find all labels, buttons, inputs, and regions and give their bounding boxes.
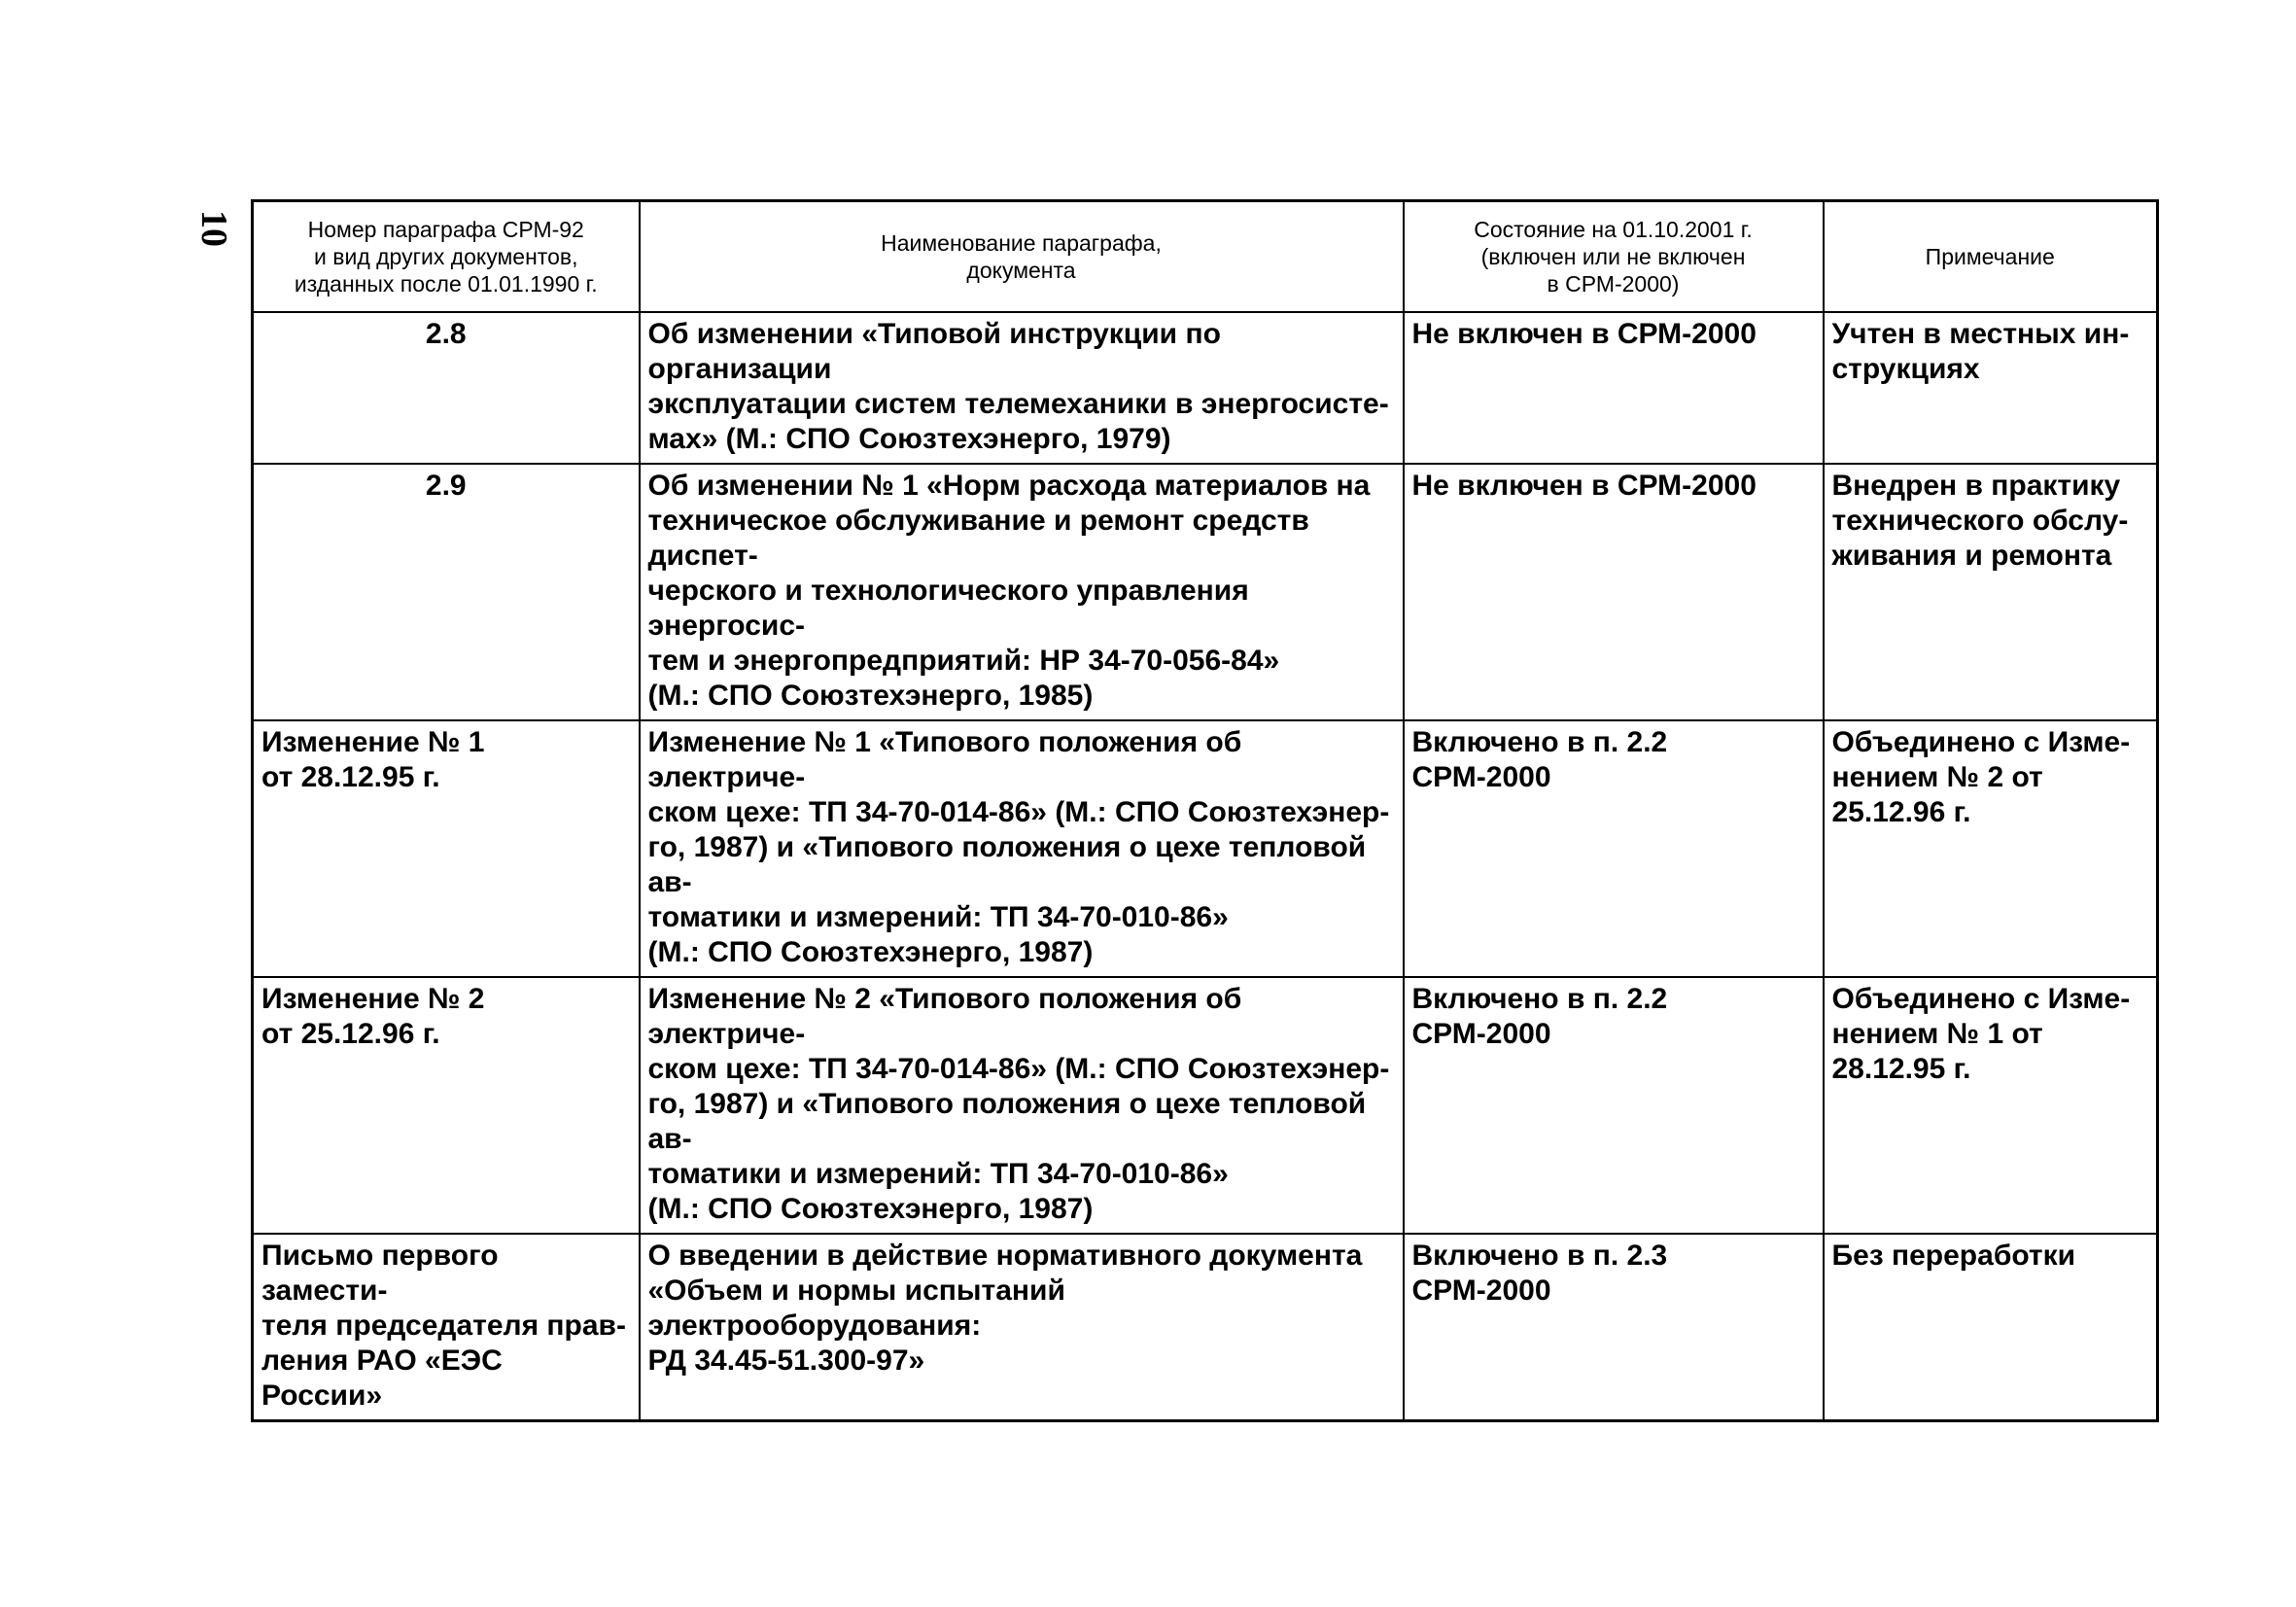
header-line: Состояние на 01.10.2001 г. xyxy=(1474,217,1753,242)
cell-line: томатики и измерений: ТП 34-70-010-86» xyxy=(647,901,1229,933)
cell-line: Письмо первого замести- xyxy=(261,1240,499,1307)
header-line: Наименование параграфа, xyxy=(881,230,1162,256)
cell-paragraph-name xyxy=(640,977,1404,1234)
header-status xyxy=(1404,201,1824,313)
cell-line: Изменение № 2 xyxy=(261,983,485,1015)
document-table xyxy=(251,199,2159,1422)
cell-line: Объединено с Изме- xyxy=(1831,726,2131,758)
cell-line: (М.: СПО Союзтехэнерго, 1987) xyxy=(647,936,1094,968)
cell-line: от 28.12.95 г. xyxy=(261,761,440,793)
cell-line: Включено в п. 2.2 СРМ-2000 xyxy=(1411,726,1668,793)
cell-line: Не включен в СРМ-2000 xyxy=(1411,470,1757,502)
table-body xyxy=(253,312,2158,1421)
table-row xyxy=(253,720,2158,977)
cell-line: тем и энергопредприятий: НР 34-70-056-84» xyxy=(647,645,1280,677)
header-line: изданных после 01.01.1990 г. xyxy=(294,271,598,297)
header-paragraph-name xyxy=(640,201,1404,313)
cell-line: техническое обслуживание и ремонт средств диспет- xyxy=(647,505,1309,572)
cell-line: Объединено с Изме- xyxy=(1831,983,2131,1015)
cell-status xyxy=(1404,720,1824,977)
cell-note xyxy=(1824,720,2158,977)
table-row xyxy=(253,464,2158,720)
cell-line: эксплуатации систем телемеханики в энергосисте- xyxy=(647,388,1389,420)
page-number: 10 xyxy=(193,210,234,247)
header-note xyxy=(1824,201,2158,313)
header-line: документа xyxy=(966,258,1076,283)
header-line: в СРМ-2000) xyxy=(1547,271,1680,297)
cell-line: 25.12.96 г. xyxy=(1831,796,1971,828)
table-header-row xyxy=(253,201,2158,313)
cell-paragraph-name xyxy=(640,464,1404,720)
cell-line: Без переработки xyxy=(1831,1240,2076,1272)
cell-line: Об изменении № 1 «Норм расхода материалов на xyxy=(647,470,1371,502)
cell-note xyxy=(1824,464,2158,720)
cell-paragraph-number xyxy=(253,312,640,464)
cell-line: томатики и измерений: ТП 34-70-010-86» xyxy=(647,1158,1229,1190)
cell-line: живания и ремонта xyxy=(1831,540,2112,572)
cell-line: Изменение № 1 «Типового положения об электриче- xyxy=(647,726,1242,793)
header-paragraph-number xyxy=(253,201,640,313)
cell-line: Не включен в СРМ-2000 xyxy=(1411,318,1757,350)
cell-note xyxy=(1824,1234,2158,1421)
cell-line: Изменение № 2 «Типового положения об электриче- xyxy=(647,983,1242,1050)
cell-paragraph-number xyxy=(253,977,640,1234)
cell-line: О введении в действие нормативного документа xyxy=(647,1240,1363,1272)
cell-line: Внедрен в практику xyxy=(1831,470,2121,502)
cell-line: технического обслу- xyxy=(1831,505,2129,537)
cell-line: «Объем и нормы испытаний электрооборудования: xyxy=(647,1275,1065,1342)
cell-paragraph-number xyxy=(253,1234,640,1421)
cell-line: ском цехе: ТП 34-70-014-86» (М.: СПО Союзтехэнер- xyxy=(647,1053,1390,1085)
cell-line: Изменение № 1 xyxy=(261,726,485,758)
cell-line: теля председателя прав- xyxy=(261,1310,626,1342)
cell-paragraph-name xyxy=(640,312,1404,464)
cell-line: нением № 1 от xyxy=(1831,1018,2043,1050)
cell-status xyxy=(1404,464,1824,720)
cell-line: мах» (М.: СПО Союзтехэнерго, 1979) xyxy=(647,423,1171,455)
cell-note xyxy=(1824,977,2158,1234)
table-row xyxy=(253,312,2158,464)
cell-line: нением № 2 от xyxy=(1831,761,2043,793)
cell-line: Включено в п. 2.3 СРМ-2000 xyxy=(1411,1240,1668,1307)
cell-line: Включено в п. 2.2 СРМ-2000 xyxy=(1411,983,1668,1050)
cell-line: го, 1987) и «Типового положения о цехе тепловой ав- xyxy=(647,831,1367,898)
header-line: и вид других документов, xyxy=(314,244,578,269)
cell-line: 28.12.95 г. xyxy=(1831,1053,1971,1085)
cell-line: струкциях xyxy=(1831,353,1980,385)
cell-paragraph-name xyxy=(640,1234,1404,1421)
cell-line: Об изменении «Типовой инструкции по организации xyxy=(647,318,1221,385)
cell-paragraph-number xyxy=(253,720,640,977)
header-line: Номер параграфа СРМ-92 xyxy=(307,217,584,242)
cell-line: ления РАО «ЕЭС России» xyxy=(261,1345,503,1412)
cell-line: (М.: СПО Союзтехэнерго, 1987) xyxy=(647,1193,1094,1225)
cell-paragraph-name xyxy=(640,720,1404,977)
cell-line: 2.9 xyxy=(425,470,467,502)
cell-line: черского и технологического управления энергосис- xyxy=(647,575,1249,642)
cell-line: Учтен в местных ин- xyxy=(1831,318,2130,350)
cell-paragraph-number xyxy=(253,464,640,720)
cell-status xyxy=(1404,1234,1824,1421)
cell-line: го, 1987) и «Типового положения о цехе тепловой ав- xyxy=(647,1088,1367,1155)
cell-note xyxy=(1824,312,2158,464)
cell-line: от 25.12.96 г. xyxy=(261,1018,440,1050)
cell-line: РД 34.45-51.300-97» xyxy=(647,1345,925,1377)
cell-status xyxy=(1404,977,1824,1234)
table-row xyxy=(253,1234,2158,1421)
header-line: Примечание xyxy=(1925,244,2055,269)
table-row xyxy=(253,977,2158,1234)
header-line: (включен или не включен xyxy=(1480,244,1746,269)
cell-line: 2.8 xyxy=(425,318,467,350)
cell-line: ском цехе: ТП 34-70-014-86» (М.: СПО Союзтехэнер- xyxy=(647,796,1390,828)
cell-line: (М.: СПО Союзтехэнерго, 1985) xyxy=(647,680,1094,712)
cell-status xyxy=(1404,312,1824,464)
